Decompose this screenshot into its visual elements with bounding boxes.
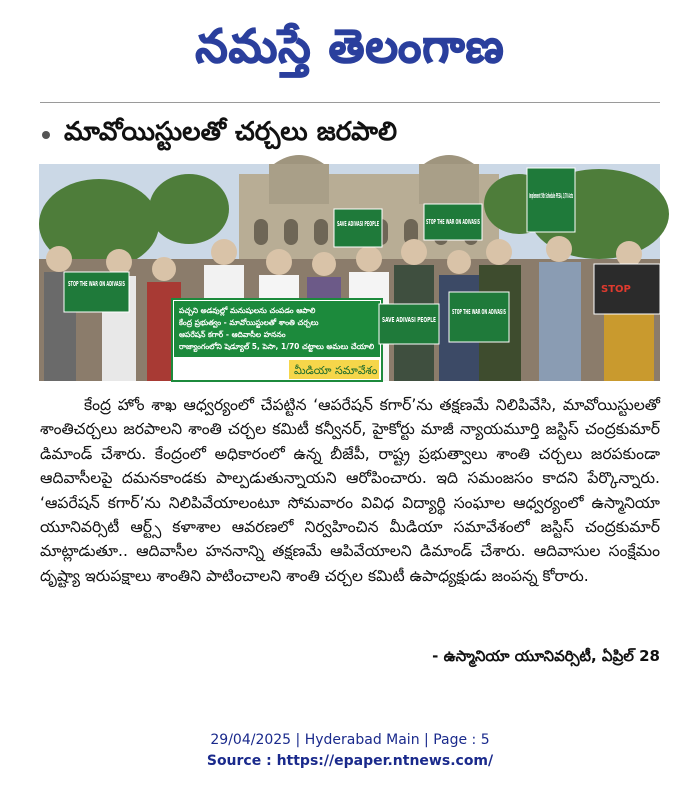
headline: మావోయిస్టులతో చర్చలు జరపాలి [64,117,398,147]
masthead [0,6,700,86]
placard-text: STOP [601,284,631,295]
banner-line: కేంద్ర ప్రభుత్వం - మావోయిస్టులతో శాంతి చర్చలు [179,318,319,327]
newspaper-logo: నమస్తే తెలంగాణ [195,19,505,73]
dateline: - ఉస్మానియా యూనివర్సిటీ, ఏప్రిల్ 28 [432,647,660,665]
placard-text: STOP THE WAR ON ADIVASIS [68,280,125,288]
article-paragraph: కేంద్ర హోం శాఖ ఆధ్వర్యంలో చేపట్టిన ‘ఆపరేషన్ కగార్’ను తక్షణమే నిలిపివేసి, మావోయిస్టులతో శాంతిచర్చలు జరపాలని శాంతి చర్చల కమిటీ కన్వీనర్, హైకోర్టు మాజీ న్యాయమూర్తి జస్టిస్ చంద్రకుమార్ డిమాండ్ చేశారు. కేంద్రంలో అధికారంలో ఉన్న బీజేపీ, రాష్ట్ర ప్రభుత్వాలు శాంతి చర్చలు జరపకుండా ఆదివాసీలపై దమనకాండకు పాల్పడుతున్నాయని ఆరోపించారు. ఇది సమంజసం కాదని పేర్కొన్నారు. ‘ఆపరేషన్ కగార్’ను నిలిపివేయాలంటూ సోమవారం వివిధ విద్యార్థి సంఘాల ఆధ్వర్యంలో ఉస్మానియా యూనివర్సిటీ ఆర్ట్స్ కళాశాల ఆవరణలో నిర్వహించిన మీడియా సమావేశంలో జస్టిస్ చంద్రకుమార్ మాట్లాడుతూ.. ఆదివాసీల హననాన్ని తక్షణమే ఆపివేయాలని డిమాండ్ చేశారు. ఆదివాసుల సంక్షేమం దృష్ట్యా ఇరుపక్షాలు శాంతిని పాటించాలని శాంతి చర్చల కమిటీ ఉపాధ్యక్షుడు జంపన్న కోరారు. [40,396,660,585]
news-photo [39,164,660,381]
placard-text: STOP THE WAR ON ADIVASIS [452,308,506,316]
article-body [40,393,660,588]
placard-text: SAVE ADIVASI PEOPLE [382,316,437,324]
banner-caption: మీడియా సమావేశం [294,364,378,377]
banner-line: పచ్చని అడవుల్లో మనుషులను చంపడం ఆపాలి [179,306,316,315]
edition-line: 29/04/2025 | Hyderabad Main | Page : 5 [210,732,490,748]
banner-line: ఆపరేషన్ కగార్ - ఆదివాసీల హననం [179,330,286,339]
header-divider [40,102,660,103]
headline-row [40,113,660,157]
placard-text: STOP THE WAR ON ADIVASIS [426,218,480,226]
source-line: Source : https://epaper.ntnews.com/ [206,753,494,769]
placard-text: SAVE ADIVASI PEOPLE [337,220,380,228]
banner-line: రాజ్యాంగంలోని షెడ్యూల్ 5, పెసా, 1/70 చట్టాలు అమలు చేయాలి [179,342,375,351]
placard-text: Implement 5th Schedule PESA, 1/70 Acts [529,192,573,200]
protest-photo-illustration [39,164,660,381]
page-footer [0,730,700,772]
bullet-icon [42,131,50,139]
